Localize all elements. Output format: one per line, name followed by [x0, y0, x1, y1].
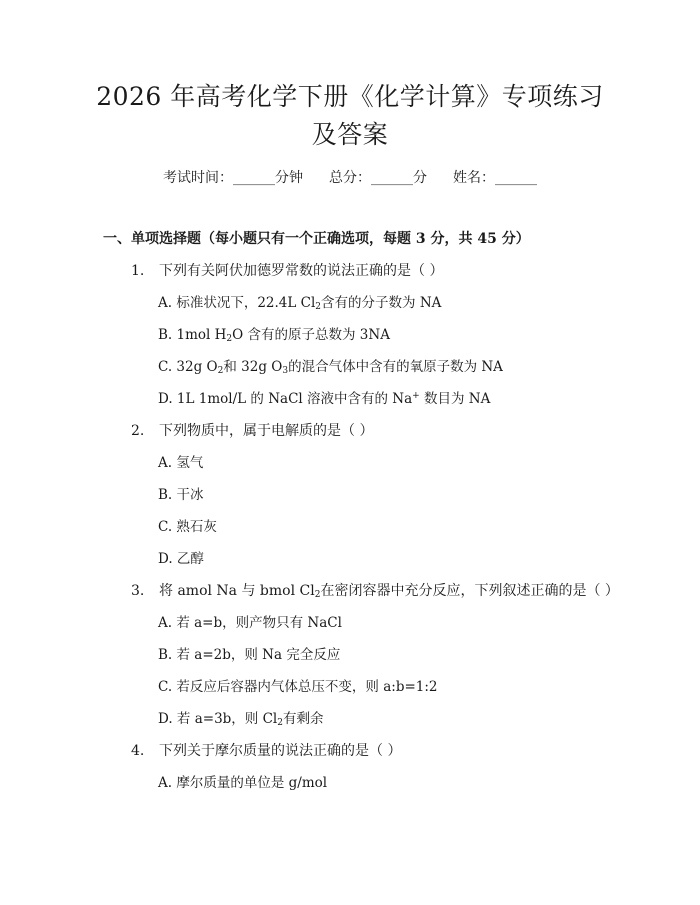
question-number: 2. — [131, 423, 145, 439]
question-number: 1. — [131, 263, 145, 279]
q2-option-a: A. 氢气 — [158, 455, 204, 471]
q1-option-d: D. 1L 1mol/L 的 NaCl 溶液中含有的 Na+ 数目为 NA — [158, 391, 491, 407]
question-stem: 下列关于摩尔质量的说法正确的是（ ） — [159, 743, 402, 759]
question-2 — [131, 421, 373, 441]
q3-option-b: B. 若 a=2b，则 Na 完全反应 — [158, 647, 341, 663]
student-name: 姓名：______ — [453, 170, 537, 186]
q3-option-a: A. 若 a=b，则产物只有 NaCl — [158, 615, 342, 631]
q2-option-c: C. 熟石灰 — [158, 519, 217, 535]
question-number: 4. — [131, 743, 145, 759]
question-3: 3. 将 amol Na 与 bmol $Cl_2$在密闭容器中充分反应，下列叙述正确的是（ ） — [131, 583, 619, 600]
exam-meta — [0, 168, 700, 188]
q2-option-b: B. 干冰 — [158, 487, 204, 503]
question-4 — [131, 741, 401, 761]
title-line-1: 2026 年高考化学下册《化学计算》专项练习 — [96, 82, 604, 111]
q4-option-a: A. 摩尔质量的单位是 g/mol — [158, 775, 328, 791]
q1-option-a: A. 标准状况下，22.4L $Cl_2$含有的分子数为 NA — [158, 295, 442, 312]
question-stem: 下列物质中，属于电解质的是（ ） — [159, 423, 374, 439]
page-title — [60, 78, 640, 154]
q1-option-b: B. 1mol $H_2O$ 含有的原子总数为 3NA — [158, 327, 390, 344]
question-number: 3. — [131, 583, 145, 599]
q2-option-d: D. 乙醇 — [158, 551, 204, 567]
q3-option-d: D. 若 a=3b，则 $Cl_2$有剩余 — [158, 711, 324, 728]
title-line-2: 及答案 — [311, 120, 389, 149]
section-heading: 一、单项选择题（每小题只有一个正确选项，每题 3 分，共 45 分） — [103, 231, 530, 247]
question-1 — [131, 261, 443, 281]
q3-option-c: C. 若反应后容器内气体总压不变，则 a:b=1:2 — [158, 679, 438, 695]
exam-time: 考试时间：______分钟 — [163, 170, 303, 186]
q1-option-c: C. 32g $O_2$和 32g $O_3$的混合气体中含有的氧原子数为 NA — [158, 359, 503, 376]
question-stem: 下列有关阿伏加德罗常数的说法正确的是（ ） — [159, 263, 444, 279]
exam-score: 总分：______分 — [329, 170, 427, 186]
